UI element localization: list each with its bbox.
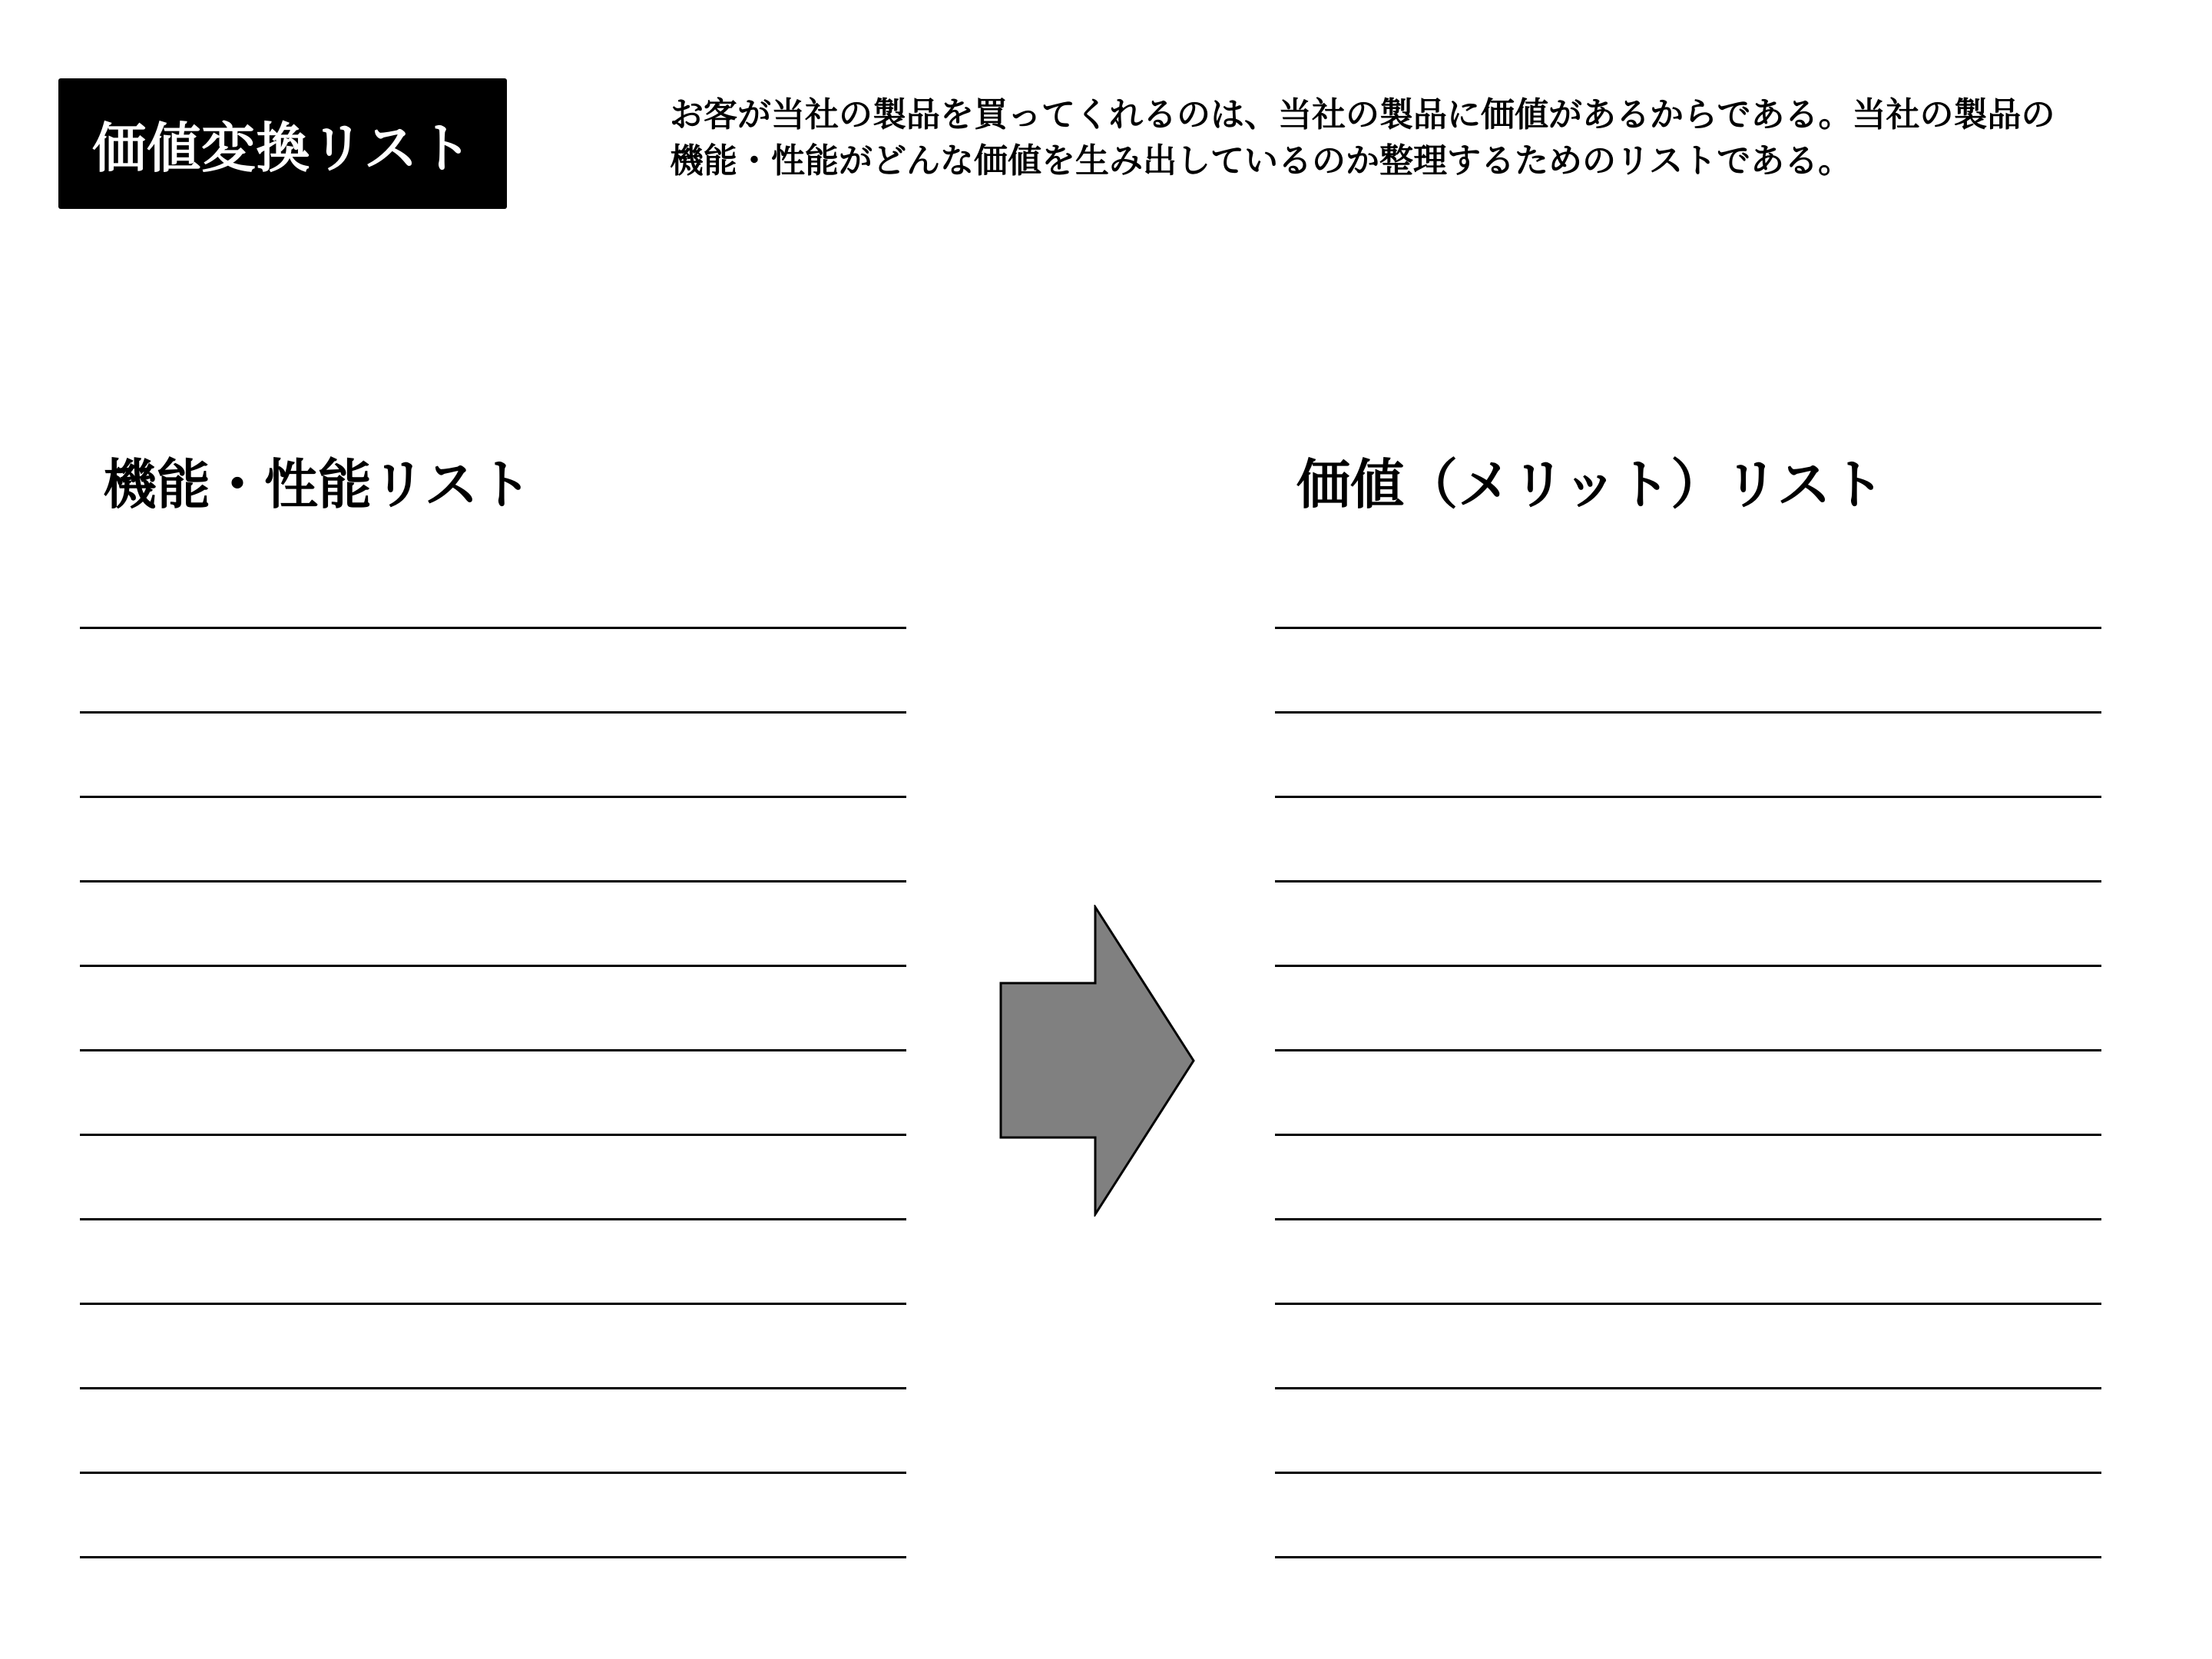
value-line-1[interactable] <box>1275 627 2101 629</box>
right-arrow-icon <box>998 905 1198 1217</box>
description-line-2: 機能・性能がどんな価値を生み出しているのか整理するためのリストである。 <box>670 141 1853 180</box>
value-line-12[interactable] <box>1275 1556 2101 1558</box>
page-title: 価値変換リスト <box>92 116 473 180</box>
features-line-6[interactable] <box>80 1049 906 1051</box>
value-list-heading: 価値（メリット）リスト <box>1296 453 1885 516</box>
value-line-3[interactable] <box>1275 796 2101 798</box>
page-description <box>670 92 2175 184</box>
features-line-7[interactable] <box>80 1134 906 1136</box>
value-line-9[interactable] <box>1275 1303 2101 1305</box>
features-line-4[interactable] <box>80 880 906 882</box>
features-line-1[interactable] <box>80 627 906 629</box>
features-line-2[interactable] <box>80 711 906 714</box>
value-line-10[interactable] <box>1275 1387 2101 1389</box>
value-line-8[interactable] <box>1275 1218 2101 1220</box>
value-line-11[interactable] <box>1275 1472 2101 1474</box>
value-line-4[interactable] <box>1275 880 2101 882</box>
features-line-8[interactable] <box>80 1218 906 1220</box>
value-line-5[interactable] <box>1275 965 2101 967</box>
features-line-12[interactable] <box>80 1556 906 1558</box>
page-title-box <box>58 78 507 209</box>
value-line-2[interactable] <box>1275 711 2101 714</box>
features-line-10[interactable] <box>80 1387 906 1389</box>
features-list-heading: 機能・性能リスト <box>103 453 532 516</box>
description-line-1: お客が当社の製品を買ってくれるのは、当社の製品に価値があるからである。当社の製品の <box>670 95 2055 134</box>
features-line-3[interactable] <box>80 796 906 798</box>
value-writing-lines <box>1275 627 2101 1579</box>
features-line-9[interactable] <box>80 1303 906 1305</box>
value-line-6[interactable] <box>1275 1049 2101 1051</box>
features-line-11[interactable] <box>80 1472 906 1474</box>
features-line-5[interactable] <box>80 965 906 967</box>
value-line-7[interactable] <box>1275 1134 2101 1136</box>
features-writing-lines <box>80 627 906 1579</box>
